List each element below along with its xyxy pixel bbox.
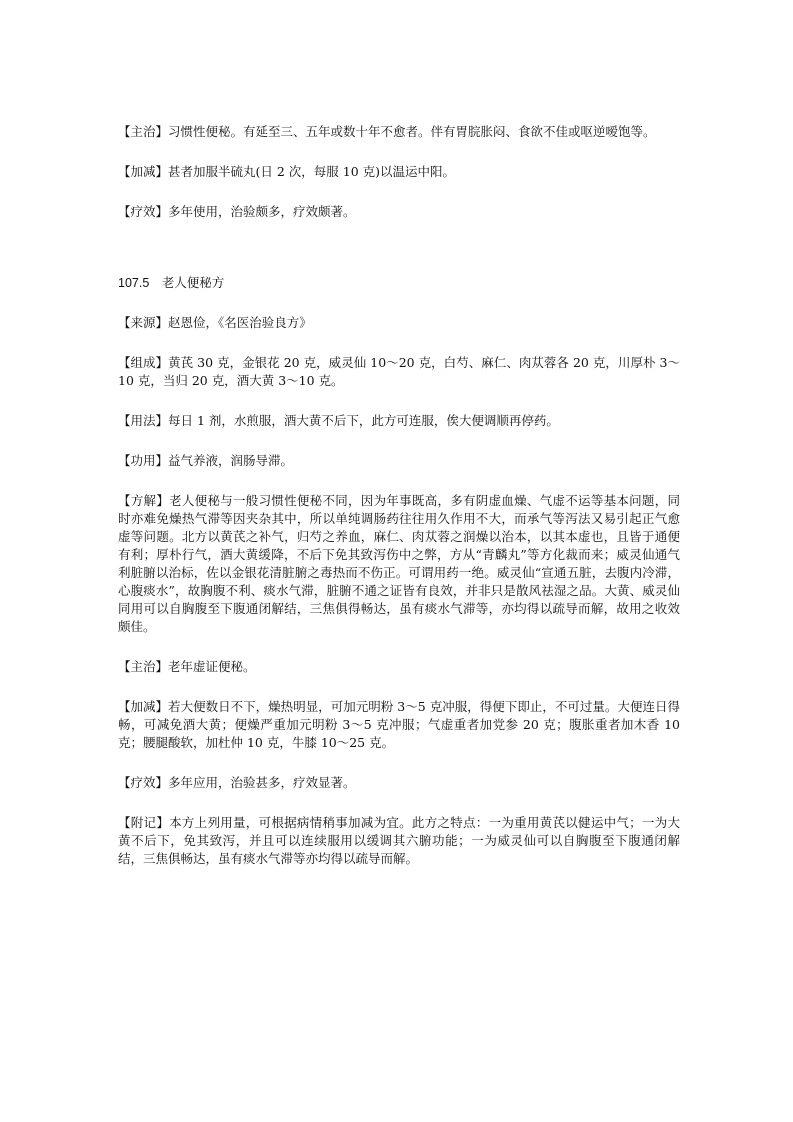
paragraph-usage: 【用法】每日 1 剂，水煎服，酒大黄不后下，此方可连服，俟大便调顺再停药。: [118, 413, 559, 428]
paragraph-function: 【功用】益气养液，润肠导滞。: [118, 453, 294, 468]
paragraph-notes: 【附记】本方上列用量，可根据病情稍事加减为宜。此方之特点：一为重用黄芪以健运中气；一为大黄不后下，免其致泻，并且可以连续服用以缓调其六腑功能；一为威灵仙可以自胸腹至下腹通闭解结，三焦俱畅达，虽有痰水气滞等亦均得以疏导而解。: [118, 815, 680, 866]
paragraph-explanation: 【方解】老人便秘与一般习惯性便秘不同，因为年事既高，多有阴虚血燥、气虚不运等基本问题，同时亦难免燥热气滞等因夹杂其中，所以单纯调肠药往往用久作用不大，而承气等泻法又易引起正气愈虚等问题。北方以黄芪之补气，归芍之养血，麻仁、肉苁蓉之润燥以治本，以其本虚也，且皆于通便有利；厚朴行气，酒大黄缓降，不后下免其致泻伤中之弊，方从“青麟丸”等方化裁而来；威灵仙通气利脏腑以治标，佐以金银花清脏腑之毒热而不伤正。可谓用药一绝。威灵仙“宣通五脏，去腹内冷滞，心腹痰水”，故胸腹不利、痰水气滞，脏腑不通之证皆有良效，并非只是散风祛湿之品。大黄、威灵仙同用可以自胸腹至下腹通闭解结，三焦俱得畅达，虽有痰水气滞等，亦均得以疏导而解，故用之收效颇佳。: [118, 493, 680, 634]
spacer: [118, 243, 680, 274]
paragraph-indications-2: 【主治】老年虚证便秘。: [118, 659, 256, 674]
paragraph-efficacy-2: 【疗效】多年应用，治验甚多，疗效显著。: [118, 775, 356, 790]
document-page: [118, 123, 680, 890]
paragraph-efficacy: 【疗效】多年使用，治验颇多，疗效颇著。: [118, 204, 356, 219]
paragraph-modifications-2: 【加减】若大便数日不下，燥热明显，可加元明粉 3～5 克冲服，得便下即止，不可过量。大便连日得畅，可减免酒大黄；便燥严重加元明粉 3～5 克冲服；气虚重者加党参 20 克；腹胀重者加木香 10 克；腰腿酸软，加杜仲 10 克，牛膝 10～25 克。: [118, 699, 680, 750]
paragraph-source: 【来源】赵恩俭，《名医治验良方》: [118, 315, 312, 330]
paragraph-indications: 【主治】习惯性便秘。有延至三、五年或数十年不愈者。伴有胃脘胀闷、食欲不佳或呕逆嗳饱等。: [118, 124, 656, 139]
section-title: 107.5 老人便秘方: [118, 276, 225, 290]
paragraph-composition: 【组成】黄芪 30 克，金银花 20 克，威灵仙 10～20 克，白芍、麻仁、肉苁蓉各 20 克，川厚朴 3～10 克，当归 20 克，酒大黄 3～10 克。: [118, 355, 680, 388]
paragraph-modifications: 【加减】甚者加服半硫丸(日 2 次，每服 10 克)以温运中阳。: [118, 164, 456, 179]
